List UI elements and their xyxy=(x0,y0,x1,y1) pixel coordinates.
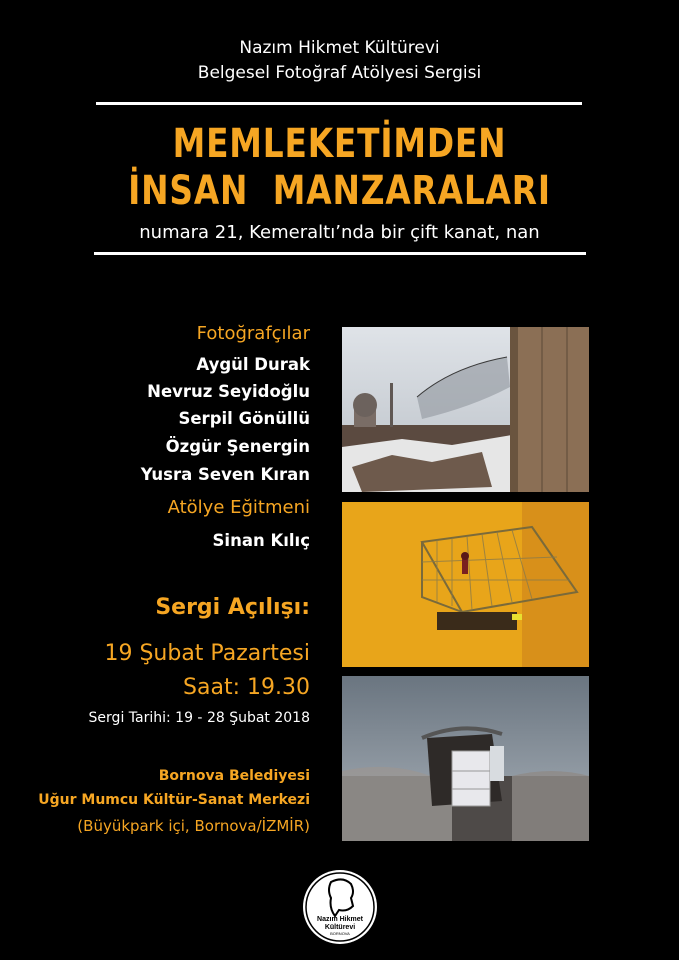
instructor-heading: Atölye Eğitmeni xyxy=(167,497,310,518)
photographer-name: Aygül Durak xyxy=(196,355,310,374)
photographer-name: Özgür Şenergin xyxy=(165,437,310,456)
venue-address: (Büyükpark içi, Bornova/İZMİR) xyxy=(77,817,310,835)
venue-line-1: Bornova Belediyesi xyxy=(158,768,310,784)
photo-winter-shack xyxy=(342,676,589,841)
organizer-name: Nazım Hikmet Kültürevi xyxy=(239,38,440,58)
logo-line-1: Nazım Hikmet xyxy=(317,916,363,923)
opening-date: 19 Şubat Pazartesi xyxy=(104,641,310,666)
opening-heading: Sergi Açılışı: xyxy=(155,595,310,620)
instructor-name: Sinan Kılıç xyxy=(212,531,310,550)
opening-time: Saat: 19.30 xyxy=(183,675,310,700)
venue-line-2: Uğur Mumcu Kültür-Sanat Merkezi xyxy=(38,792,310,808)
title-line-2: İNSAN MANZARALARI xyxy=(128,168,551,214)
photographer-name: Yusra Seven Kıran xyxy=(140,465,310,484)
photographers-heading: Fotoğrafçılar xyxy=(196,323,310,344)
bottom-divider xyxy=(94,252,586,255)
kulturevi-logo xyxy=(301,868,379,946)
photographer-name: Serpil Gönüllü xyxy=(178,409,310,428)
photographer-name: Nevruz Seyidoğlu xyxy=(147,382,310,401)
top-divider xyxy=(96,102,582,105)
exhibition-subtitle: Belgesel Fotoğraf Atölyesi Sergisi xyxy=(197,63,482,83)
logo-line-3: BORNOVA xyxy=(330,931,350,936)
photo-winter-mosque xyxy=(342,327,589,492)
photo-bird-cage xyxy=(342,502,589,667)
tagline: numara 21, Kemeraltı’nda bir çift kanat, nan xyxy=(139,222,540,243)
title-line-1: MEMLEKETİMDEN xyxy=(172,121,507,167)
logo-line-2: Kültürevi xyxy=(324,924,356,931)
exhibition-dates: Sergi Tarihi: 19 - 28 Şubat 2018 xyxy=(88,710,310,726)
